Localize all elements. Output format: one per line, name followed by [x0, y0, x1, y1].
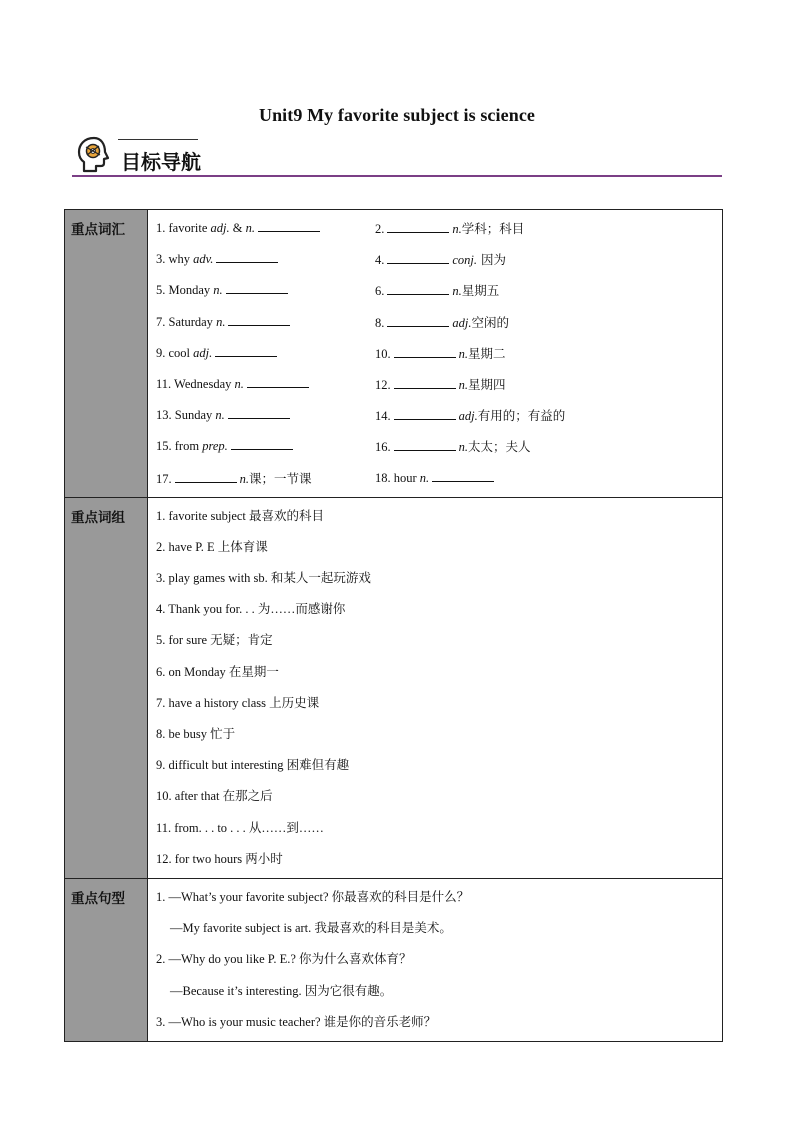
vocab-number-word: 18. hour	[375, 470, 420, 485]
part-of-speech: n.	[458, 377, 468, 392]
phrase-item: 8. be busy 忙于	[156, 727, 236, 741]
part-of-speech: adv.	[193, 252, 214, 267]
study-table	[64, 209, 723, 1042]
vocab-row	[156, 369, 722, 400]
phrase-item: 11. from. . . to . . . 从……到……	[156, 820, 324, 835]
phrases-section	[65, 497, 723, 878]
vocab-item	[375, 338, 506, 370]
answer-blank	[387, 253, 449, 264]
vocab-row	[156, 338, 722, 369]
vocab-number-word: 17.	[156, 471, 172, 486]
vocab-row	[156, 307, 722, 338]
part-of-speech: n.	[245, 221, 255, 235]
phrase-item: 10. after that 在那之后	[156, 789, 273, 804]
vocab-meaning: 星期五	[461, 283, 500, 299]
vocab-item	[156, 275, 291, 306]
phrase-item: 12. for two hours 两小时	[156, 851, 283, 866]
vocab-number-word: 13. Sunday	[156, 408, 216, 423]
sentence-item: 2. —Why do you like P. E.? 你为什么喜欢体育？	[156, 952, 412, 967]
vocab-item	[156, 463, 312, 495]
part-of-speech: n.	[215, 408, 225, 423]
vocab-number-word: 9. cool	[156, 345, 194, 360]
header-divider	[72, 175, 722, 177]
vocab-item	[375, 307, 509, 339]
part-of-speech: n.	[419, 470, 430, 485]
vocab-meaning: 课；一节课	[249, 470, 312, 486]
vocab-number-word: 14.	[375, 409, 391, 424]
header-decor-line	[118, 139, 198, 140]
phrase-item: 7. have a history class 上历史课	[156, 695, 320, 710]
answer-blank	[258, 221, 320, 232]
vocab-meaning: 有用的；有益的	[477, 408, 566, 424]
vocab-meaning: 星期二	[468, 345, 506, 361]
answer-blank	[387, 222, 449, 233]
answer-blank	[387, 284, 449, 295]
vocab-number-word: 11. Wednesday	[156, 376, 235, 391]
part-of-speech: n.	[458, 440, 468, 455]
answer-blank	[231, 439, 293, 450]
vocab-item	[156, 213, 323, 244]
part-of-speech: n.	[452, 222, 462, 236]
part-of-speech: adj.	[452, 315, 472, 330]
answer-blank	[387, 316, 449, 327]
vocab-row	[156, 244, 722, 275]
sentences-content	[148, 878, 723, 1041]
part-of-speech: n.	[239, 471, 249, 486]
vocab-content	[148, 210, 723, 498]
section-header-label: 目标导航	[121, 150, 201, 174]
vocab-joiner: &	[229, 221, 246, 235]
part-of-speech: n.	[216, 314, 226, 329]
vocab-number-word: 16.	[375, 440, 391, 455]
part-of-speech: n.	[213, 283, 223, 298]
vocab-row	[156, 275, 722, 306]
phrases-label: 重点词组	[65, 497, 148, 878]
part-of-speech: conj.	[452, 253, 478, 268]
vocab-number-word: 15. from	[156, 439, 203, 454]
part-of-speech: adj.	[458, 409, 478, 424]
answer-blank	[175, 472, 237, 483]
phrase-item: 1. favorite subject 最喜欢的科目	[156, 508, 325, 523]
part-of-speech: prep.	[202, 439, 228, 454]
vocab-item	[375, 431, 531, 463]
vocab-section	[65, 210, 723, 498]
vocab-number-word: 3. why	[156, 252, 194, 267]
answer-blank	[226, 283, 288, 294]
part-of-speech: n.	[234, 376, 244, 391]
sentence-item: 3. —Who is your music teacher? 谁是你的音乐老师？	[156, 1014, 437, 1029]
sentence-item: —Because it’s interesting. 因为它很有趣。	[170, 983, 393, 998]
sentence-item: 1. —What’s your favorite subject? 你最喜欢的科目是什么？	[156, 889, 470, 904]
phrases-content	[148, 497, 723, 878]
vocab-item	[375, 244, 506, 276]
vocab-label: 重点词汇	[65, 210, 148, 498]
answer-blank	[394, 347, 456, 358]
answer-blank	[394, 378, 456, 389]
vocab-number-word: 4.	[375, 253, 385, 268]
phrase-item: 5. for sure 无疑；肯定	[156, 633, 273, 648]
answer-blank	[394, 409, 456, 420]
vocab-item	[375, 369, 506, 401]
vocab-item	[156, 400, 293, 431]
vocab-item	[375, 275, 499, 307]
page-title: Unit9 My favorite subject is science	[258, 105, 536, 125]
phrase-item: 9. difficult but interesting 困难但有趣	[156, 758, 350, 773]
vocab-number-word: 5. Monday	[156, 283, 214, 298]
part-of-speech: adj.	[210, 221, 230, 235]
vocab-number-word: 6.	[375, 284, 385, 299]
sentence-item: —My favorite subject is art. 我最喜欢的科目是美术。	[170, 921, 452, 936]
vocab-item	[156, 244, 281, 275]
part-of-speech: n.	[458, 346, 468, 361]
vocab-item	[375, 463, 497, 494]
phrase-item: 4. Thank you for. . . 为……而感谢你	[156, 602, 346, 617]
answer-blank	[228, 408, 290, 419]
vocab-item	[156, 431, 296, 462]
vocab-number-word: 2.	[375, 222, 385, 236]
vocab-number-word: 1. favorite	[156, 221, 211, 235]
answer-blank	[394, 440, 456, 451]
vocab-item	[156, 338, 280, 369]
answer-blank	[216, 252, 278, 263]
answer-blank	[228, 315, 290, 326]
vocab-meaning: 因为	[477, 252, 507, 268]
brain-gear-icon	[76, 135, 112, 175]
vocab-row	[156, 213, 722, 244]
vocab-number-word: 10.	[375, 346, 391, 361]
phrase-item: 2. have P. E 上体育课	[156, 539, 268, 554]
answer-blank	[247, 377, 309, 388]
vocab-meaning: 太太；夫人	[468, 439, 531, 455]
vocab-item	[375, 213, 524, 245]
part-of-speech: n.	[452, 284, 462, 299]
sentences-label: 重点句型	[65, 878, 148, 1041]
answer-blank	[215, 346, 277, 357]
vocab-item	[156, 369, 312, 400]
vocab-meaning: 空闲的	[471, 314, 509, 330]
phrase-item: 3. play games with sb. 和某人一起玩游戏	[156, 571, 371, 586]
part-of-speech: adj.	[193, 345, 213, 360]
vocab-row	[156, 400, 722, 431]
vocab-number-word: 8.	[375, 315, 385, 330]
vocab-item	[375, 400, 565, 432]
sentences-section	[65, 878, 723, 1041]
vocab-meaning: 星期四	[468, 376, 506, 392]
vocab-number-word: 12.	[375, 377, 391, 392]
vocab-item	[156, 307, 293, 338]
phrase-item: 6. on Monday 在星期一	[156, 664, 279, 679]
vocab-meaning: 学科；科目	[461, 221, 525, 236]
answer-blank	[432, 471, 494, 482]
vocab-number-word: 7. Saturday	[156, 314, 217, 329]
vocab-row	[156, 463, 722, 494]
vocab-row	[156, 431, 722, 462]
